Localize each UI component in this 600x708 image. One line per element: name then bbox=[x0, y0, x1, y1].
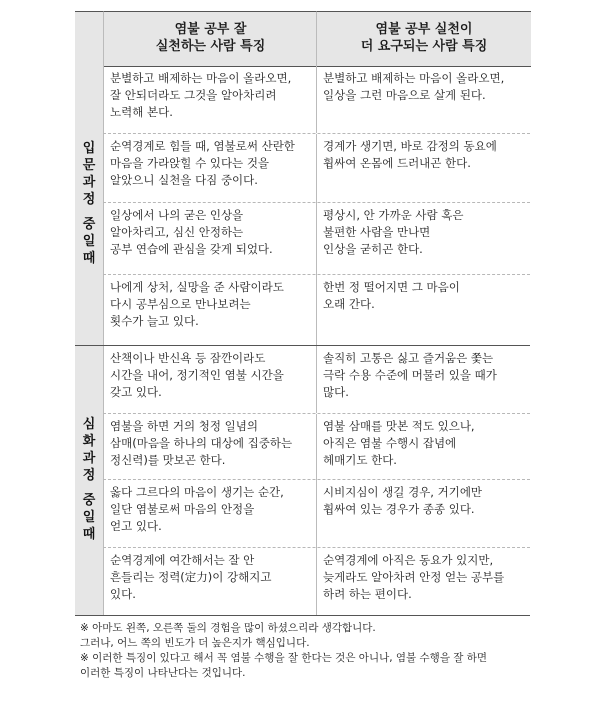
header-corner bbox=[75, 11, 103, 67]
cell-needs: 염불 삼매를 맛본 적도 있으나, 아직은 염불 수행시 잡념에 헤매기도 한다. bbox=[316, 414, 530, 480]
section-label-char: 정 bbox=[82, 468, 96, 483]
table-row bbox=[103, 133, 530, 203]
table-row bbox=[103, 479, 530, 548]
cell-needs: 경계가 생기면, 바로 감정의 동요에 휩싸여 온몸에 드러내곤 한다. bbox=[316, 134, 530, 203]
cell-needs: 한번 정 떨어지면 그 마음이 오래 간다. bbox=[316, 275, 530, 346]
table-row bbox=[103, 547, 530, 616]
section-label-char: 일 bbox=[82, 510, 96, 525]
cell-good: 일상에서 나의 굳은 인상을 알아차리고, 심신 안정하는 공부 연습에 관심을 갖게 되었다. bbox=[103, 203, 316, 275]
section-label-char: 화 bbox=[82, 434, 96, 449]
table-bottom-border bbox=[75, 615, 530, 616]
header-right-line1: 염불 공부 실천이 bbox=[375, 22, 473, 37]
table-row bbox=[103, 274, 530, 346]
cell-needs: 시비지심이 생길 경우, 거기에만 휩싸여 있는 경우가 종종 있다. bbox=[316, 480, 530, 548]
cell-good: 나에게 상처, 실망을 준 사람이라도 다시 공부심으로 만나보려는 횟수가 늘고 있다. bbox=[103, 275, 316, 346]
cell-needs: 솔직히 고통은 싫고 즐거움은 쫓는 극락 수용 수준에 머물러 있을 때가 많다. bbox=[316, 346, 530, 413]
section-label-char: 일 bbox=[82, 234, 96, 249]
header-right bbox=[316, 11, 531, 67]
header-left-line2: 실천하는 사람 특징 bbox=[155, 39, 266, 54]
table-row bbox=[103, 202, 530, 275]
table-row bbox=[103, 346, 530, 413]
cell-needs: 순역경계에 아직은 동요가 있지만, 늦게라도 알아차려 안정 얻는 공부를 하려 하는 편이다. bbox=[316, 548, 530, 616]
cell-good: 순역경계에 여간해서는 잘 안 흔들리는 정력(定力)이 강해지고 있다. bbox=[103, 548, 316, 616]
header-left-line1: 염불 공부 잘 bbox=[174, 22, 247, 37]
cell-good: 옳다 그르다의 마음이 생기는 순간, 일단 염불로써 마음의 안정을 얻고 있다. bbox=[103, 480, 316, 548]
section-label-char: 정 bbox=[82, 192, 96, 207]
section-label-intro bbox=[75, 66, 103, 345]
section-label-char: 심 bbox=[82, 417, 96, 432]
table-row bbox=[103, 66, 530, 133]
cell-good: 염불을 하면 거의 청정 일념의 삼매(마음을 하나의 대상에 집중하는 정신력)를 맛보곤 한다. bbox=[103, 414, 316, 480]
section-label-char: 입 bbox=[82, 141, 96, 156]
footnotes: ※ 아마도 왼쪽, 오른쪽 둘의 경험을 많이 하셨으리라 생각합니다. 그러나, 어느 쪽의 빈도가 더 높은지가 핵심입니다. ※ 이러한 특징이 있다고 해서 꼭 염불 수행을 잘 한다는 것은 아니나, 염불 수행을 잘 하면 이러한 특징이 나타난다는 것입니다. bbox=[80, 622, 488, 679]
cell-good: 산책이나 반신욕 등 잠깐이라도 시간을 내어, 정기적인 염불 시간을 갖고 있다. bbox=[103, 346, 316, 413]
header-right-line2: 더 요구되는 사람 특징 bbox=[360, 39, 488, 54]
section-label-char: 중 bbox=[82, 217, 96, 232]
cell-good: 분별하고 배제하는 마음이 올라오면, 잘 안되더라도 그것을 알아차리려 노력해 본다. bbox=[103, 66, 316, 133]
cell-needs: 평상시, 안 가까운 사람 혹은 불편한 사람을 만나면 인상을 굳히곤 한다. bbox=[316, 203, 530, 275]
section-label-char: 중 bbox=[82, 493, 96, 508]
section-label-char: 과 bbox=[82, 451, 96, 466]
table-row bbox=[103, 413, 530, 480]
header-left bbox=[103, 11, 317, 67]
section-label-deepening bbox=[75, 346, 103, 615]
cell-needs: 분별하고 배제하는 마음이 올라오면, 일상을 그런 마음으로 살게 된다. bbox=[316, 66, 530, 133]
cell-good: 순역경계로 힘들 때, 염불로써 산란한 마음을 가라앉힐 수 있다는 것을 알았으니 실천을 다짐 중이다. bbox=[103, 134, 316, 203]
section-label-char: 때 bbox=[82, 251, 96, 266]
section-label-char: 문 bbox=[82, 158, 96, 173]
section-label-char: 과 bbox=[82, 175, 96, 190]
section-label-char: 때 bbox=[82, 527, 96, 542]
